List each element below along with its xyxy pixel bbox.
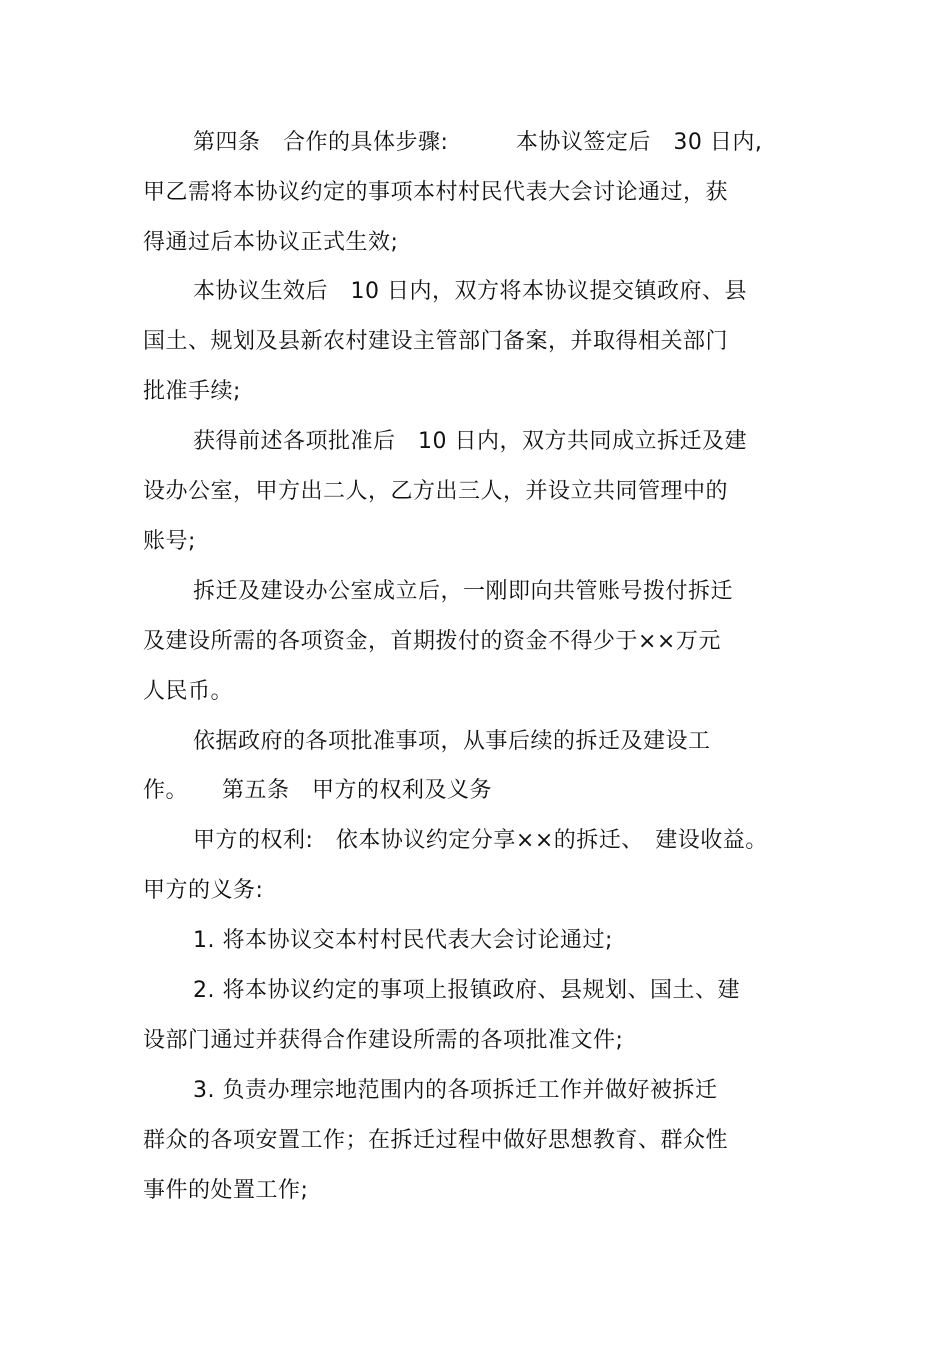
text-line: 及建设所需的各项资金，首期拨付的资金不得少于××万元 — [143, 629, 721, 654]
list-item: 3. 负责办理宗地范围内的各项拆迁工作并做好被拆迁 — [193, 1078, 718, 1103]
text-line: 拆迁及建设办公室成立后，一刚即向共管账号拨付拆迁 — [193, 579, 734, 604]
text-line: 依据政府的各项批准事项，从事后续的拆迁及建设工 — [193, 729, 711, 754]
text-line: 第四条 合作的具体步骤: 本协议签定后 30 日内, — [193, 130, 763, 155]
text-line: 设部门通过并获得合作建设所需的各项批准文件; — [143, 1028, 624, 1053]
text-line: 作。 第五条 甲方的权利及义务 — [143, 778, 493, 803]
text-line: 获得前述各项批准后 10 日内，双方共同成立拆迁及建 — [193, 429, 747, 454]
list-item: 2. 将本协议约定的事项上报镇政府、县规划、国土、建 — [193, 978, 740, 1003]
text-line: 群众的各项安置工作；在拆迁过程中做好思想教育、群众性 — [143, 1128, 729, 1153]
text-line: 批准手续; — [143, 379, 241, 404]
text-line: 甲方的权利: 依本协议约定分享××的拆迁、 建设收益。 — [193, 828, 768, 853]
text-line: 得通过后本协议正式生效; — [143, 230, 399, 255]
text-line: 人民币。 — [143, 679, 234, 704]
list-item: 1. 将本协议交本村村民代表大会讨论通过; — [193, 928, 613, 953]
text-line: 甲乙需将本协议约定的事项本村村民代表大会讨论通过，获 — [143, 180, 729, 205]
text-line: 账号; — [143, 529, 196, 554]
text-line: 本协议生效后 10 日内，双方将本协议提交镇政府、县 — [193, 279, 747, 304]
text-line: 事件的处置工作; — [143, 1178, 309, 1203]
text-line: 国土、规划及县新农村建设主管部门备案，并取得相关部门 — [143, 329, 729, 354]
text-line: 甲方的义务: — [143, 878, 264, 903]
text-line: 设办公室，甲方出二人，乙方出三人，并设立共同管理中的 — [143, 479, 729, 504]
